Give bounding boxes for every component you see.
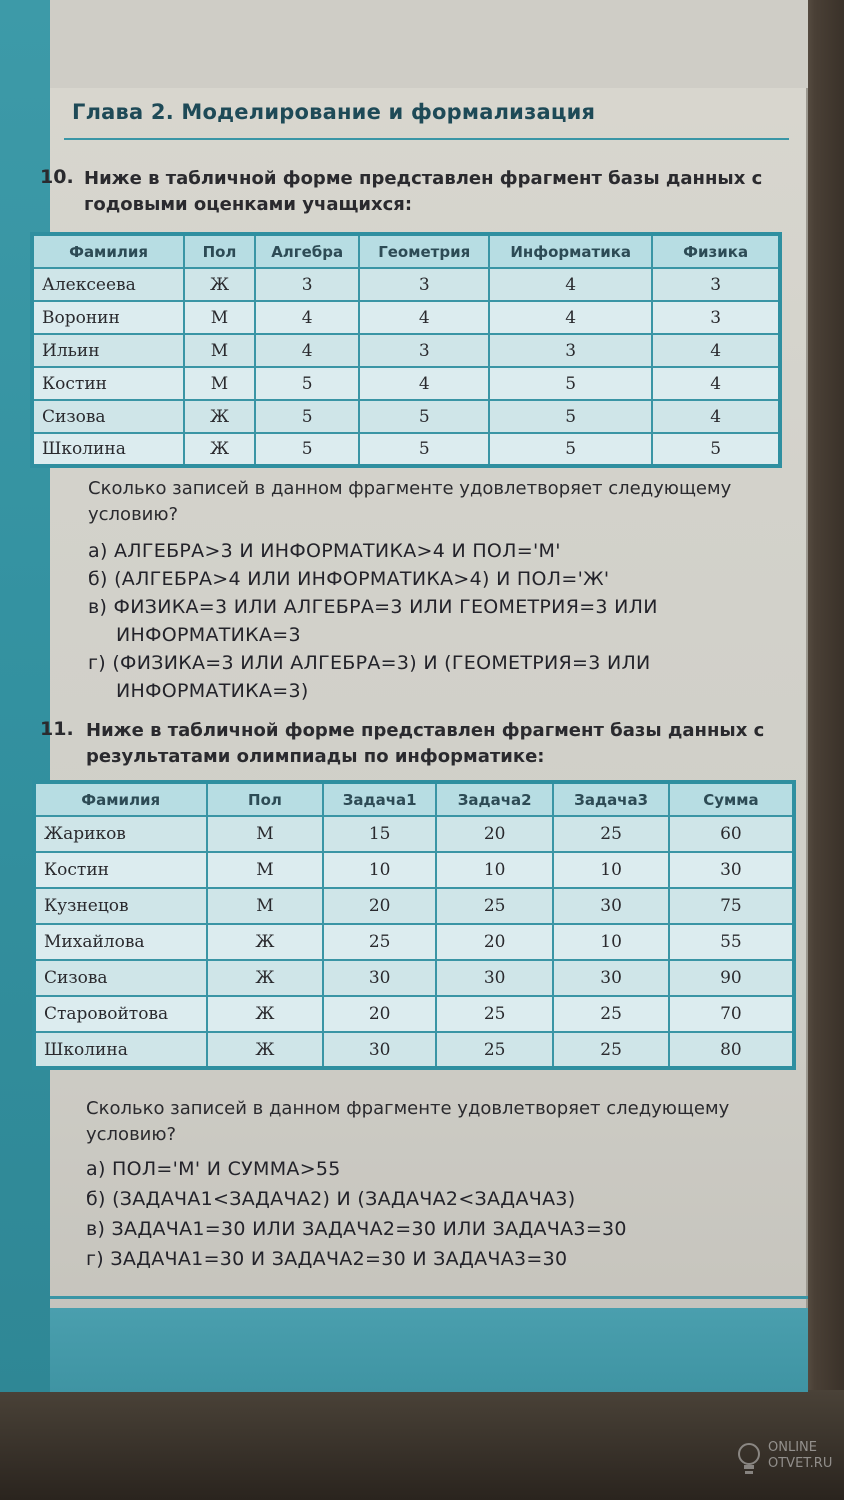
task-10-option-c: в) ФИЗИКА=3 ИЛИ АЛГЕБРА=3 ИЛИ ГЕОМЕТРИЯ=3 ИЛИ: [88, 596, 658, 618]
table-row: [32, 268, 780, 301]
task-10-option-b: б) (АЛГЕБРА>4 ИЛИ ИНФОРМАТИКА>4) И ПОЛ='Ж': [88, 568, 610, 590]
value-cell: 10: [553, 852, 668, 888]
surname-cell: Жариков: [34, 816, 207, 852]
value-cell: 4: [255, 301, 359, 334]
surname-cell: Алексеева: [32, 268, 184, 301]
watermark-line2: OTVET.RU: [768, 1456, 833, 1471]
value-cell: Ж: [207, 960, 324, 996]
value-cell: М: [184, 334, 255, 367]
chapter-title: Глава 2. Моделирование и формализация: [72, 100, 596, 124]
task-10-intro-line2: годовыми оценками учащихся:: [84, 194, 413, 215]
task-10-option-c-cont: ИНФОРМАТИКА=3: [116, 624, 301, 646]
value-cell: 5: [255, 367, 359, 400]
task-10-number: 10.: [40, 166, 74, 188]
table-header-row: [34, 782, 794, 816]
table-row: [34, 924, 794, 960]
value-cell: 25: [553, 816, 668, 852]
value-cell: 30: [553, 960, 668, 996]
table-row: [34, 816, 794, 852]
value-cell: 90: [669, 960, 794, 996]
task-11-option-b: б) (ЗАДАЧА1<ЗАДАЧА2) И (ЗАДАЧА2<ЗАДАЧА3): [86, 1188, 576, 1210]
column-header: Алгебра: [255, 234, 359, 268]
table-row: [34, 1032, 794, 1068]
task-11-intro-line2: результатами олимпиады по информатике:: [86, 746, 545, 767]
task-10-question-line1: Сколько записей в данном фрагменте удовлетворяет следующему: [88, 478, 732, 499]
table-row: [34, 996, 794, 1032]
column-header: Сумма: [669, 782, 794, 816]
value-cell: 4: [652, 334, 780, 367]
value-cell: 25: [553, 996, 668, 1032]
task-10-intro-line1: Ниже в табличной форме представлен фрагмент базы данных с: [84, 168, 763, 189]
page-top-band: [50, 0, 808, 88]
value-cell: 30: [553, 888, 668, 924]
table-header-row: [32, 234, 780, 268]
column-header: Геометрия: [359, 234, 489, 268]
value-cell: 20: [436, 924, 553, 960]
surname-cell: Школина: [34, 1032, 207, 1068]
value-cell: 70: [669, 996, 794, 1032]
value-cell: 4: [359, 301, 489, 334]
surname-cell: Михайлова: [34, 924, 207, 960]
column-header: Пол: [207, 782, 324, 816]
value-cell: 25: [553, 1032, 668, 1068]
value-cell: 5: [489, 400, 652, 433]
surname-cell: Сизова: [32, 400, 184, 433]
table-row: [34, 852, 794, 888]
task-10-table: [30, 232, 782, 468]
watermark-line1: ONLINE: [768, 1440, 817, 1455]
value-cell: 5: [652, 433, 780, 466]
value-cell: 5: [489, 367, 652, 400]
task-11-question-line2: условию?: [86, 1124, 177, 1145]
value-cell: 30: [323, 960, 436, 996]
value-cell: 5: [359, 433, 489, 466]
column-header: Задача1: [323, 782, 436, 816]
value-cell: 20: [436, 816, 553, 852]
value-cell: 4: [489, 301, 652, 334]
task-11-option-d: г) ЗАДАЧА1=30 И ЗАДАЧА2=30 И ЗАДАЧА3=30: [86, 1248, 568, 1270]
surname-cell: Костин: [32, 367, 184, 400]
value-cell: 5: [255, 433, 359, 466]
value-cell: 30: [669, 852, 794, 888]
task-10-option-d-cont: ИНФОРМАТИКА=3): [116, 680, 309, 702]
value-cell: 3: [652, 268, 780, 301]
task-10-question-line2: условию?: [88, 504, 179, 525]
value-cell: 3: [359, 268, 489, 301]
surname-cell: Сизова: [34, 960, 207, 996]
surname-cell: Воронин: [32, 301, 184, 334]
task-11-table: [32, 780, 796, 1070]
column-header: Фамилия: [32, 234, 184, 268]
task-11-option-a: а) ПОЛ='М' И СУММА>55: [86, 1158, 341, 1180]
table-row: [32, 301, 780, 334]
column-header: Задача2: [436, 782, 553, 816]
background-bottom: [0, 1390, 844, 1500]
chapter-rule: [64, 138, 789, 140]
value-cell: 25: [436, 888, 553, 924]
table-row: [32, 433, 780, 466]
value-cell: Ж: [207, 924, 324, 960]
column-header: Пол: [184, 234, 255, 268]
value-cell: 20: [323, 996, 436, 1032]
value-cell: 15: [323, 816, 436, 852]
table-row: [32, 400, 780, 433]
value-cell: 30: [323, 1032, 436, 1068]
value-cell: М: [184, 367, 255, 400]
value-cell: 5: [489, 433, 652, 466]
watermark: [768, 1440, 832, 1472]
surname-cell: Старовойтова: [34, 996, 207, 1032]
value-cell: 75: [669, 888, 794, 924]
value-cell: М: [207, 852, 324, 888]
value-cell: М: [184, 301, 255, 334]
value-cell: 3: [652, 301, 780, 334]
value-cell: 3: [255, 268, 359, 301]
value-cell: Ж: [184, 433, 255, 466]
task-11-question-line1: Сколько записей в данном фрагменте удовлетворяет следующему: [86, 1098, 730, 1119]
value-cell: Ж: [207, 996, 324, 1032]
page-bottom-band: [50, 1308, 808, 1392]
value-cell: 80: [669, 1032, 794, 1068]
value-cell: М: [207, 888, 324, 924]
value-cell: 4: [652, 400, 780, 433]
value-cell: 55: [669, 924, 794, 960]
value-cell: 25: [323, 924, 436, 960]
value-cell: 10: [323, 852, 436, 888]
task-10-option-d: г) (ФИЗИКА=3 ИЛИ АЛГЕБРА=3) И (ГЕОМЕТРИЯ=3 ИЛИ: [88, 652, 651, 674]
column-header: Физика: [652, 234, 780, 268]
page-left-strip: [0, 0, 50, 1392]
lightbulb-icon: [736, 1442, 762, 1478]
table-row: [32, 334, 780, 367]
surname-cell: Костин: [34, 852, 207, 888]
task-11-intro-line1: Ниже в табличной форме представлен фрагмент базы данных с: [86, 720, 765, 741]
task-10-option-a: а) АЛГЕБРА>3 И ИНФОРМАТИКА>4 И ПОЛ='М': [88, 540, 561, 562]
value-cell: 5: [255, 400, 359, 433]
task-11-number: 11.: [40, 718, 74, 740]
value-cell: 60: [669, 816, 794, 852]
column-header: Информатика: [489, 234, 652, 268]
value-cell: 3: [359, 334, 489, 367]
table-row: [32, 367, 780, 400]
value-cell: 4: [652, 367, 780, 400]
value-cell: 25: [436, 996, 553, 1032]
value-cell: 4: [359, 367, 489, 400]
value-cell: М: [207, 816, 324, 852]
column-header: Задача3: [553, 782, 668, 816]
value-cell: Ж: [207, 1032, 324, 1068]
value-cell: 4: [489, 268, 652, 301]
page-bottom-rule: [50, 1296, 808, 1299]
value-cell: 10: [553, 924, 668, 960]
surname-cell: Школина: [32, 433, 184, 466]
value-cell: 5: [359, 400, 489, 433]
value-cell: 25: [436, 1032, 553, 1068]
column-header: Фамилия: [34, 782, 207, 816]
value-cell: 3: [489, 334, 652, 367]
value-cell: Ж: [184, 268, 255, 301]
value-cell: 4: [255, 334, 359, 367]
table-row: [34, 888, 794, 924]
surname-cell: Ильин: [32, 334, 184, 367]
task-11-option-c: в) ЗАДАЧА1=30 ИЛИ ЗАДАЧА2=30 ИЛИ ЗАДАЧА3=30: [86, 1218, 627, 1240]
value-cell: Ж: [184, 400, 255, 433]
value-cell: 30: [436, 960, 553, 996]
table-row: [34, 960, 794, 996]
value-cell: 10: [436, 852, 553, 888]
surname-cell: Кузнецов: [34, 888, 207, 924]
value-cell: 20: [323, 888, 436, 924]
